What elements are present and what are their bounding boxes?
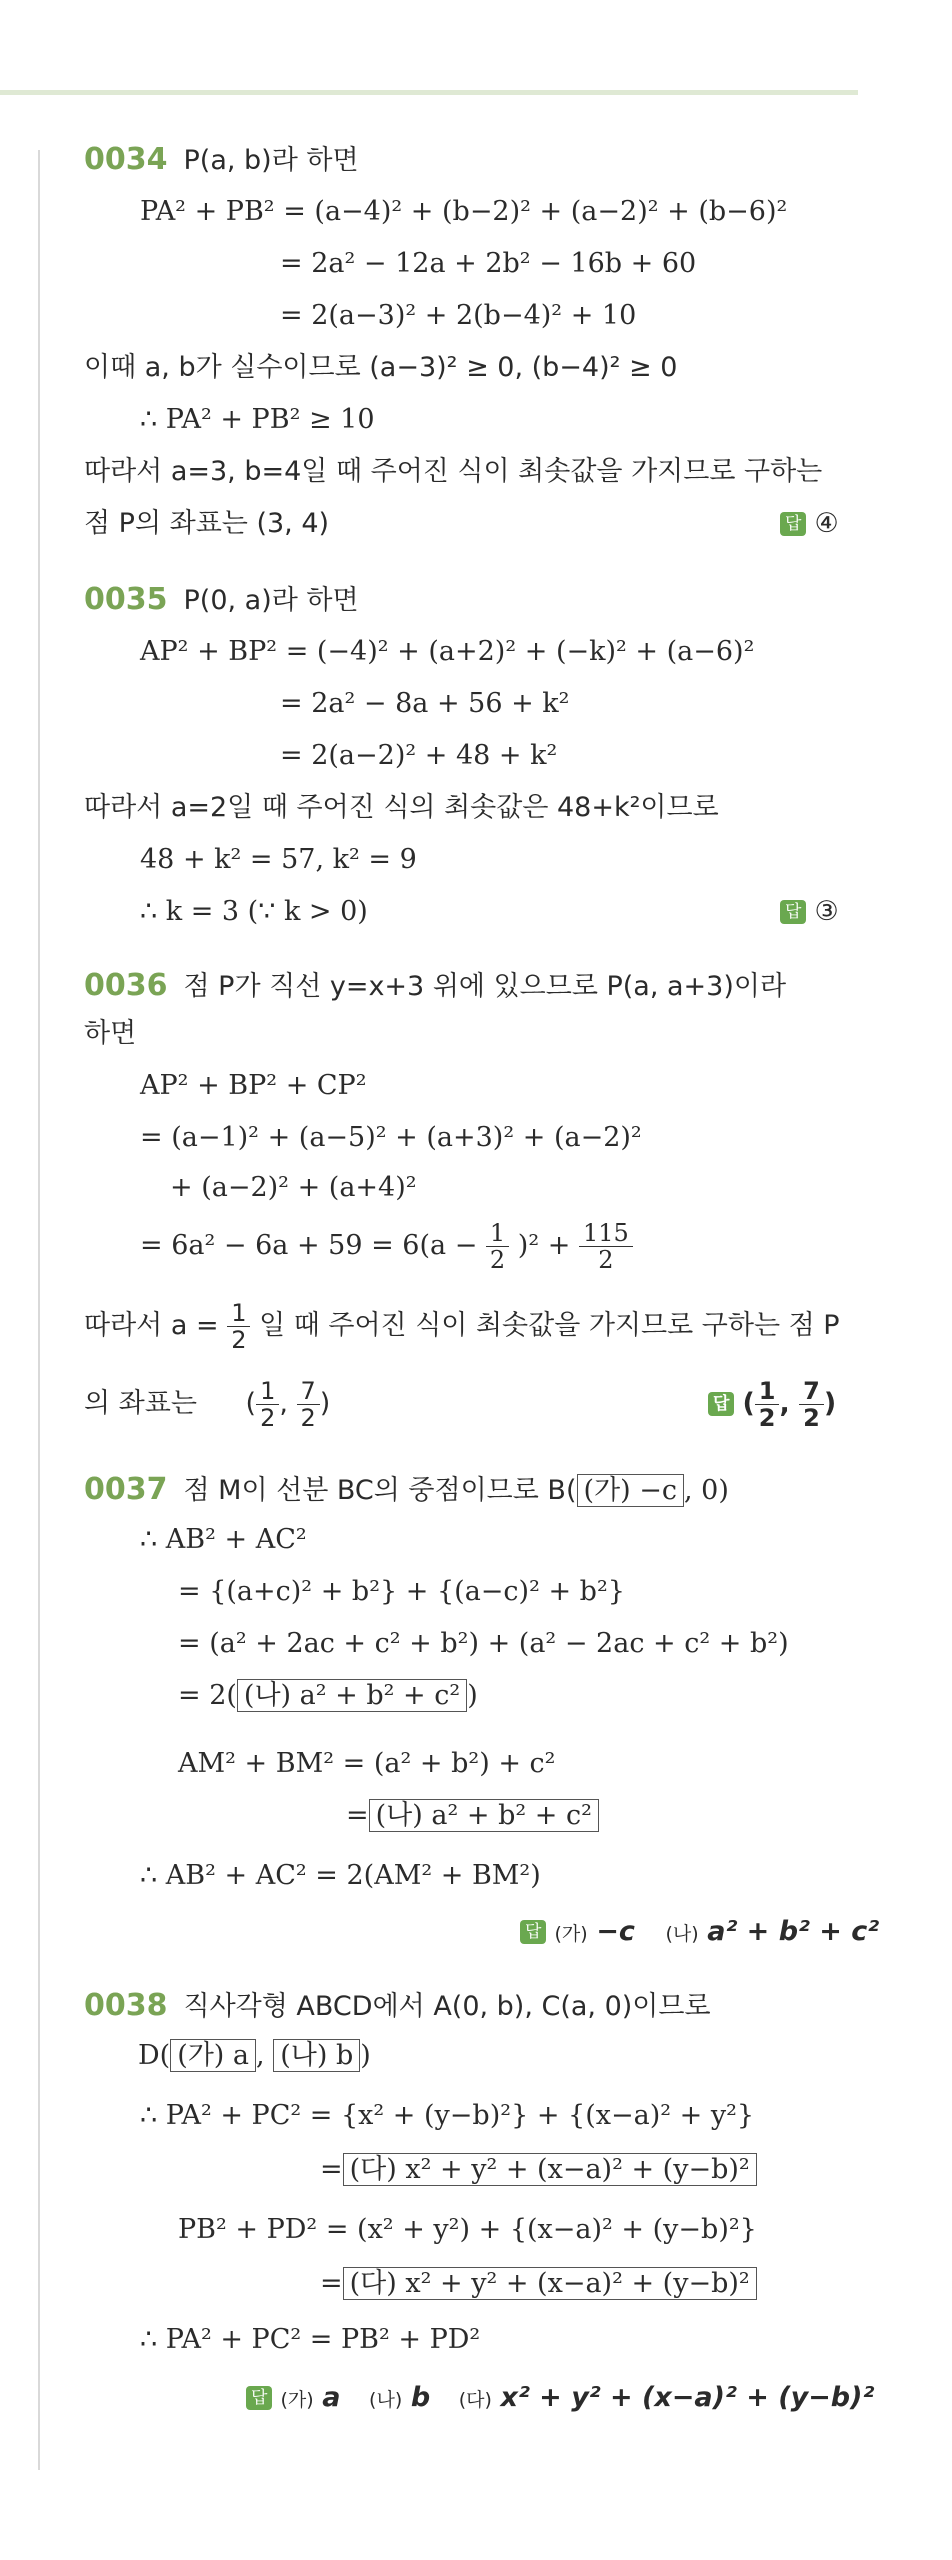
answer-line [780, 504, 839, 544]
equation-line: ∴ PA² + PC² = PB² + PD² [140, 2324, 481, 2355]
problem-number: 0034 [84, 142, 168, 177]
fraction: $\frac{115}{2}$ [579, 1220, 633, 1273]
blank-box-ga: (가) a [170, 2039, 256, 2072]
top-divider [0, 90, 858, 95]
answer-badge: 답 [246, 2386, 272, 2410]
solution-text: 따라서 a=3, b=4일 때 주어진 식이 최솟값을 가지므로 구하는 [84, 456, 823, 487]
fraction: $\frac{7}{2}$ [297, 1378, 320, 1431]
answer-badge: 답 [780, 900, 806, 924]
problem-number: 0036 [84, 968, 168, 1003]
solution-text: 의 좌표는 ( $\frac{1}{2}$ , $\frac{7}{2}$ ) [84, 1377, 331, 1432]
answer-line [780, 892, 839, 932]
solution-text: 하면 [84, 1018, 137, 1049]
blank-box-na: (나) b [273, 2039, 360, 2072]
answer-badge: 답 [708, 1392, 734, 1416]
left-margin-rule [38, 150, 40, 2470]
equation-line: = 2( (나) a² + b² + c² ) [178, 1680, 478, 1711]
answer-value: ④ [814, 508, 839, 539]
equation-line: ∴ AB² + AC² [140, 1524, 307, 1555]
blank-box-na: (나) a² + b² + c² [369, 1799, 599, 1832]
answer-line: 답 (가) −c (나) a² + b² + c² [520, 1912, 879, 1954]
solution-text: P(0, a)라 하면 [183, 585, 359, 616]
equation-line: AP² + BP² = (−4)² + (a+2)² + (−k)² + (a−6)² [140, 636, 755, 667]
equation-line: 48 + k² = 57, k² = 9 [140, 844, 417, 875]
equation-line: PA² + PB² = (a−4)² + (b−2)² + (a−2)² + (b−6)² [140, 196, 788, 227]
equation-line: ∴ PA² + PB² ≥ 10 [140, 404, 375, 435]
solution-text: 점 P가 직선 y=x+3 위에 있으므로 P(a, a+3)이라 [183, 971, 787, 1002]
solution-text: 점 M이 선분 BC의 중점이므로 B( [183, 1475, 577, 1506]
solution-text: 따라서 a=2일 때 주어진 식의 최솟값은 48+k²이므로 [84, 792, 719, 823]
blank-box-da: (다) x² + y² + (x−a)² + (y−b)² [343, 2267, 757, 2300]
equation-line: = (a−1)² + (a−5)² + (a+3)² + (a−2)² [140, 1122, 642, 1153]
fraction: $\frac{1}{2}$ [755, 1378, 780, 1431]
solution-text: 점 P의 좌표는 (3, 4) [84, 508, 330, 539]
equation-line: = 2(a−3)² + 2(b−4)² + 10 [280, 300, 637, 331]
fraction: $\frac{1}{2}$ [486, 1220, 509, 1273]
equation-line: AM² + BM² = (a² + b²) + c² [178, 1748, 556, 1779]
equation-line: ∴ AB² + AC² = 2(AM² + BM²) [140, 1860, 541, 1891]
equation-line: = (다) x² + y² + (x−a)² + (y−b)² [320, 2264, 757, 2304]
blank-box-na: (나) a² + b² + c² [237, 1679, 467, 1712]
solution-text: P(a, b)라 하면 [183, 145, 359, 176]
solution-text: 직사각형 ABCD에서 A(0, b), C(a, 0)이므로 [183, 1991, 711, 2022]
problem-number: 0037 [84, 1472, 168, 1507]
blank-box-ga: (가) −c [577, 1474, 684, 1507]
equation-line: ∴ k = 3 (∵ k > 0) [140, 896, 368, 927]
fraction: $\frac{1}{2}$ [227, 1300, 250, 1353]
equation-line: = (다) x² + y² + (x−a)² + (y−b)² [320, 2150, 757, 2190]
solution-text: 이때 a, b가 실수이므로 (a−3)² ≥ 0, (b−4)² ≥ 0 [84, 352, 678, 383]
equation-line: = 2a² − 8a + 56 + k² [280, 688, 570, 719]
fraction: $\frac{1}{2}$ [256, 1378, 279, 1431]
answer-badge: 답 [520, 1920, 546, 1944]
answer-line: 답 (가) a (나) b (다) x² + y² + (x−a)² + (y−b)² [246, 2378, 874, 2420]
problem-number: 0035 [84, 582, 168, 617]
equation-line: = (a² + 2ac + c² + b²) + (a² − 2ac + c² + b²) [178, 1628, 789, 1659]
equation-line: ∴ PA² + PC² = {x² + (y−b)²} + {(x−a)² + y²} [140, 2100, 755, 2131]
solution-text: 따라서 a = $\frac{1}{2}$ 일 때 주어진 식이 최솟값을 가지므로 구하는 점 P [84, 1299, 840, 1354]
equation-line: = {(a+c)² + b²} + {(a−c)² + b²} [178, 1576, 625, 1607]
problem-number: 0038 [84, 1988, 168, 2023]
answer-badge: 답 [780, 512, 806, 536]
answer-value: ③ [814, 896, 839, 927]
equation-line: AP² + BP² + CP² [140, 1070, 367, 1101]
equation-line: = 2(a−2)² + 48 + k² [280, 740, 558, 771]
blank-box-da: (다) x² + y² + (x−a)² + (y−b)² [343, 2153, 757, 2186]
answer-line: 답 ( $\frac{1}{2}$ , $\frac{7}{2}$ ) [708, 1372, 836, 1436]
equation-line: D( (가) a , (나) b ) [138, 2040, 371, 2071]
equation-line: + (a−2)² + (a+4)² [170, 1172, 417, 1203]
equation-line: = 6a² − 6a + 59 = 6(a − $\frac{1}{2}$ )² + $\frac{115}{2}$ [140, 1216, 633, 1276]
equation-line: = (나) a² + b² + c² [346, 1796, 599, 1836]
equation-line: PB² + PD² = (x² + y²) + {(x−a)² + (y−b)²} [178, 2214, 757, 2245]
equation-line: = 2a² − 12a + 2b² − 16b + 60 [280, 248, 697, 279]
fraction: $\frac{7}{2}$ [799, 1378, 824, 1431]
